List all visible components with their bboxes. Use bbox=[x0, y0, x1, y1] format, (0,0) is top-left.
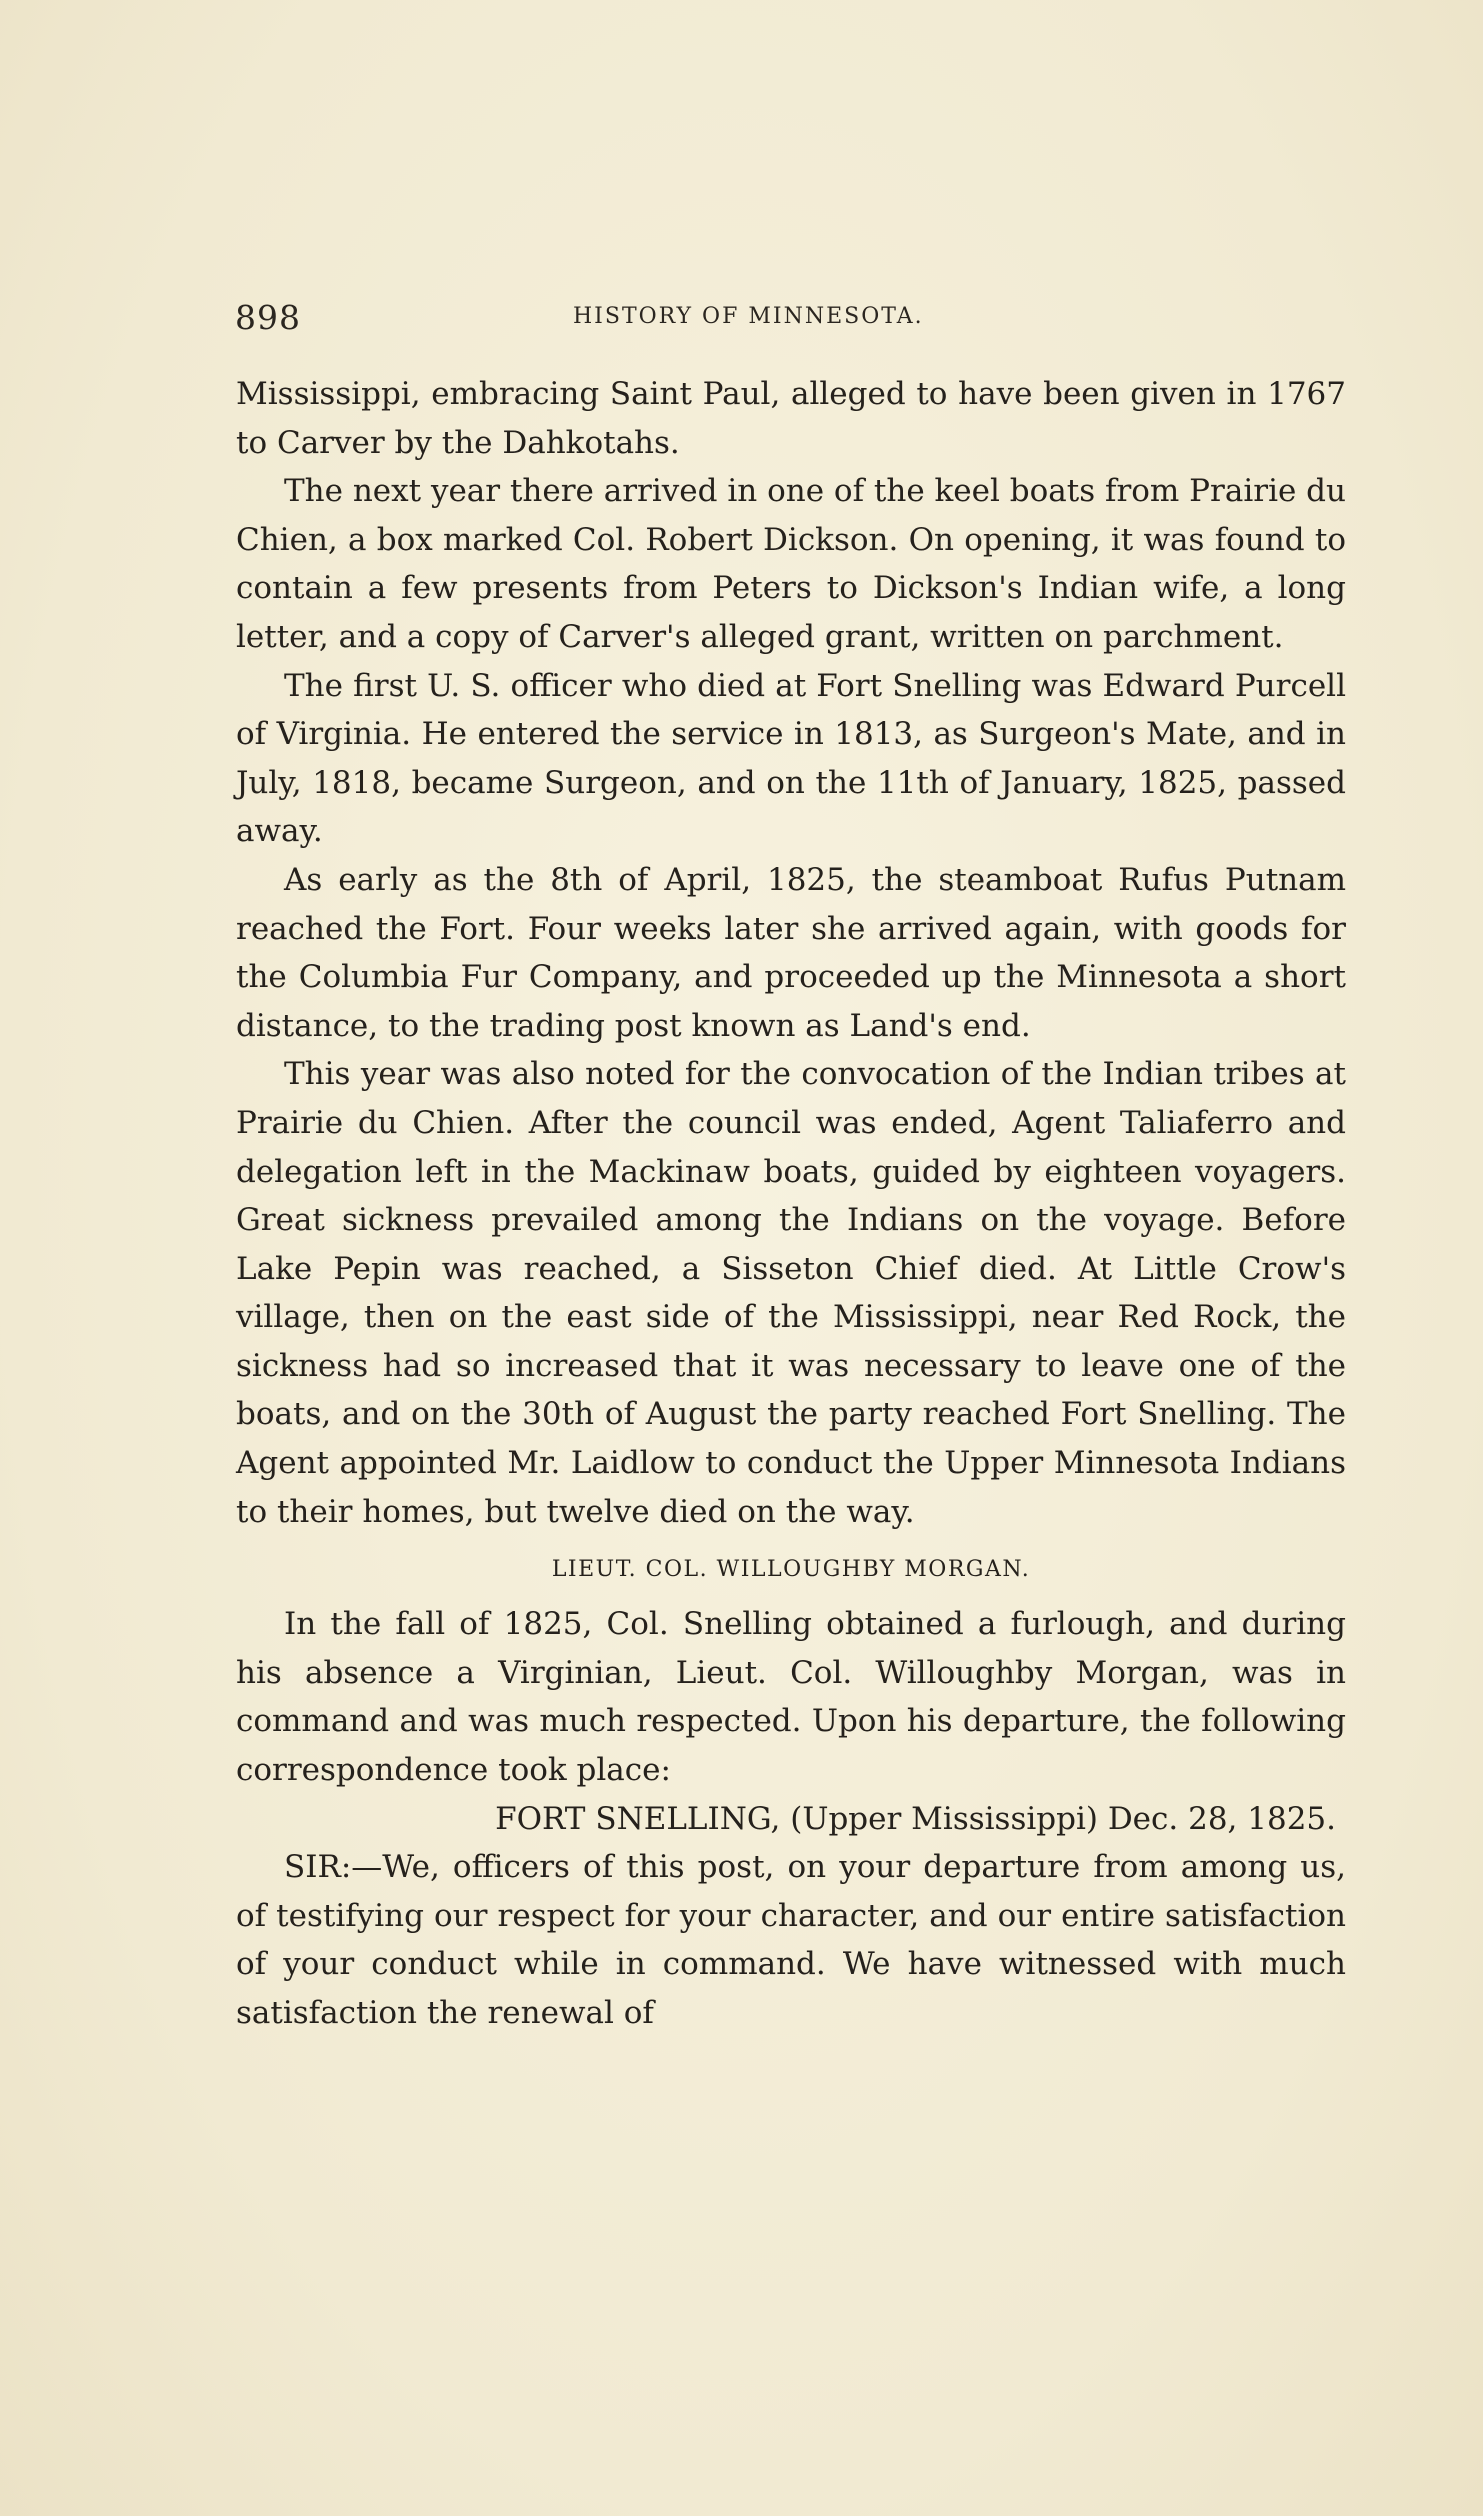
paragraph-7: SIR:—We, officers of this post, on your departure from among us, of testifying our respect for your character, and our entire satisfaction of your conduct while in command. We have witnessed with much satisfaction the renewal of bbox=[236, 1849, 1346, 2031]
letter-dateline: FORT SNELLING, (Upper Mississippi) Dec. 28, 1825. bbox=[495, 1800, 1336, 1837]
running-title: HISTORY OF MINNESOTA. bbox=[573, 304, 924, 329]
section-heading: LIEUT. COL. WILLOUGHBY MORGAN. bbox=[551, 1557, 1031, 1583]
paragraph-3: The first U. S. officer who died at Fort Snelling was Edward Purcell of Virginia. He entered the service in 1813, as Surgeon's Mate, and in July, 1818, became Surgeon, and on the 11th of January, 1825, passed away. bbox=[236, 667, 1346, 850]
page-number: 898 bbox=[235, 298, 301, 337]
paragraph-1: Mississippi, embracing Saint Paul, alleged to have been given in 1767 to Carver by the Dahkotahs. bbox=[236, 376, 1346, 461]
page-header bbox=[235, 298, 1335, 338]
paragraph-6: In the fall of 1825, Col. Snelling obtained a furlough, and during his absence a Virginian, Lieut. Col. Willoughby Morgan, was in command and was much respected. Upon his departure, the following correspondence took place: bbox=[236, 1606, 1346, 1789]
body-text bbox=[236, 370, 1346, 2038]
paragraph-4: As early as the 8th of April, 1825, the steamboat Rufus Putnam reached the Fort. Four weeks later she arrived again, with goods for the Columbia Fur Company, and proceeded up the Minnesota a short distance, to the trading post known as Land's end. bbox=[236, 861, 1346, 1044]
paragraph-2: The next year there arrived in one of the keel boats from Prairie du Chien, a box marked Col. Robert Dickson. On opening, it was found to contain a few presents from Peters to Dickson's Indian wife, a long letter, and a copy of Carver's alleged grant, written on parchment. bbox=[236, 473, 1346, 655]
paragraph-5: This year was also noted for the convocation of the Indian tribes at Prairie du Chien. After the council was ended, Agent Taliaferro and delegation left in the Mackinaw boats, guided by eighteen voyagers. Great sickness prevailed among the Indians on the voyage. Before Lake Pepin was reached, a Sisseton Chief died. At Little Crow's village, then on the east side of the Mississippi, near Red Rock, the sickness had so increased that it was necessary to leave one of the boats, and on the 30th of August the party reached Fort Snelling. The Agent appointed Mr. Laidlow to conduct the Upper Minnesota Indians to their homes, but twelve died on the way. bbox=[236, 1056, 1346, 1530]
